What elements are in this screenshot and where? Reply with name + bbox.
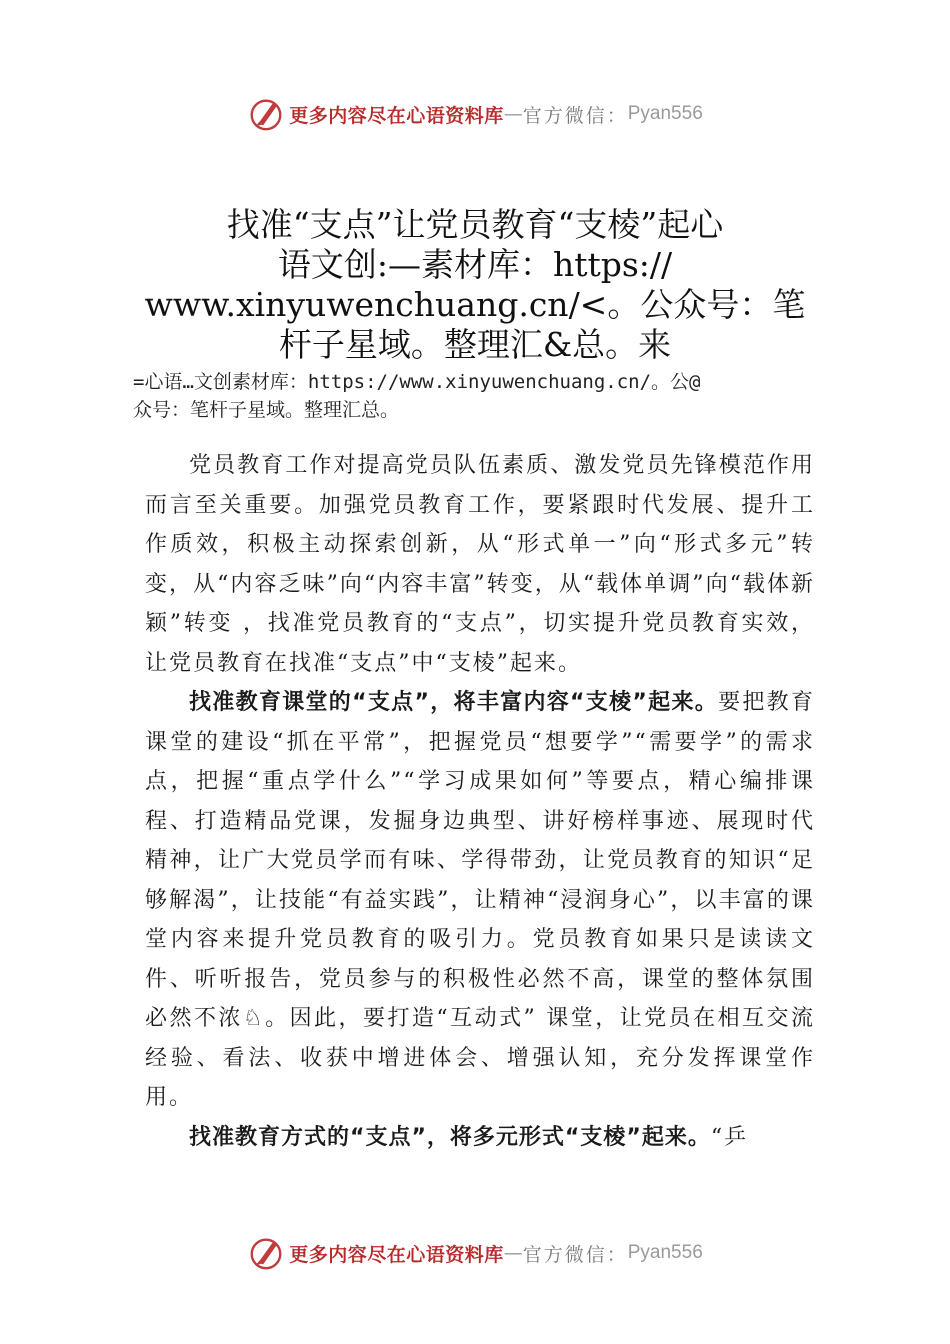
footer-dash: — <box>503 1242 523 1264</box>
pen-nib-logo-icon <box>247 1234 285 1272</box>
title-line-1: 找准“支点”让党员教育“支棱”起心 <box>226 205 724 244</box>
title-line-3: www.xinyuwenchuang.cn/<。公众号：笔 <box>144 285 806 324</box>
title-line-2: 语文创:—素材库：https:// <box>277 245 673 284</box>
paragraph-3-text: “乒 <box>710 1124 749 1150</box>
source-note <box>133 368 833 424</box>
paragraph-2-heading: 找准教育课堂的“支点”，将丰富内容“支棱”起来。 <box>189 690 719 715</box>
banner-wechat-label: 官方微信： <box>522 104 628 127</box>
header-banner <box>0 92 950 136</box>
footer-wechat-label: 官方微信： <box>522 1243 628 1266</box>
banner-dash: — <box>503 103 523 125</box>
footer-brand-text: 更多内容尽在心语资料库 <box>289 1243 504 1266</box>
banner-brand-text: 更多内容尽在心语资料库 <box>289 104 504 127</box>
title-line-4: 杆子星域。整理汇&总。来 <box>278 325 672 364</box>
footer-wechat-id: Pyan556 <box>627 1242 703 1263</box>
source-line-1: =心语…文创素材库：https://www.xinyuwenchuang.cn/。公@ <box>133 371 701 393</box>
footer-banner <box>0 1231 950 1275</box>
paragraph-2 <box>145 683 815 1118</box>
paragraph-3-heading: 找准教育方式的“支点”，将多元形式“支棱”起来。 <box>189 1124 711 1150</box>
paragraph-2-text: 要把教育课堂的建设“抓在平常”，把握党员“想要学”“需要学”的需求点，把握“重点学什么”“学习成果如何”等要点，精心编排课程、打造精品党课，发掘身边典型、讲好榜样事迹、展现时代精神，让广大党员学而有味、学得带劲，让党员教育的知识“足够解渴”，让技能“有益实践”，让精神“浸润身心”，以丰富的课堂内容来提升党员教育的吸引力。党员教育如果只是读读文件、听听报告，党员参与的积极性必然不高，课堂的整体氛围必然不浓♘。因此，要打造“互动式” 课堂，让党员在相互交流经验、看法、收获中增进体会、增强认知，充分发挥课堂作用。 <box>145 690 815 1110</box>
document-title <box>60 205 890 365</box>
paragraph-3 <box>145 1118 815 1158</box>
pen-nib-logo-icon <box>247 95 285 133</box>
paragraph-1: 党员教育工作对提高党员队伍素质、激发党员先锋模范作用而言至关重要。加强党员教育工作，要紧跟时代发展、提升工作质效，积极主动探索创新，从“形式单一”向“形式多元”转变，从“内容乏味”向“内容丰富”转变，从“载体单调”向“载体新颖”转变 ，找准党员教育的“支点”，切实提升党员教育实效，让党员教育在找准“支点”中“支棱”起来。 <box>145 453 815 676</box>
document-body <box>145 446 815 1157</box>
banner-wechat-id: Pyan556 <box>627 103 703 124</box>
source-line-2: 众号：笔杆子星域。整理汇总。 <box>133 399 400 421</box>
